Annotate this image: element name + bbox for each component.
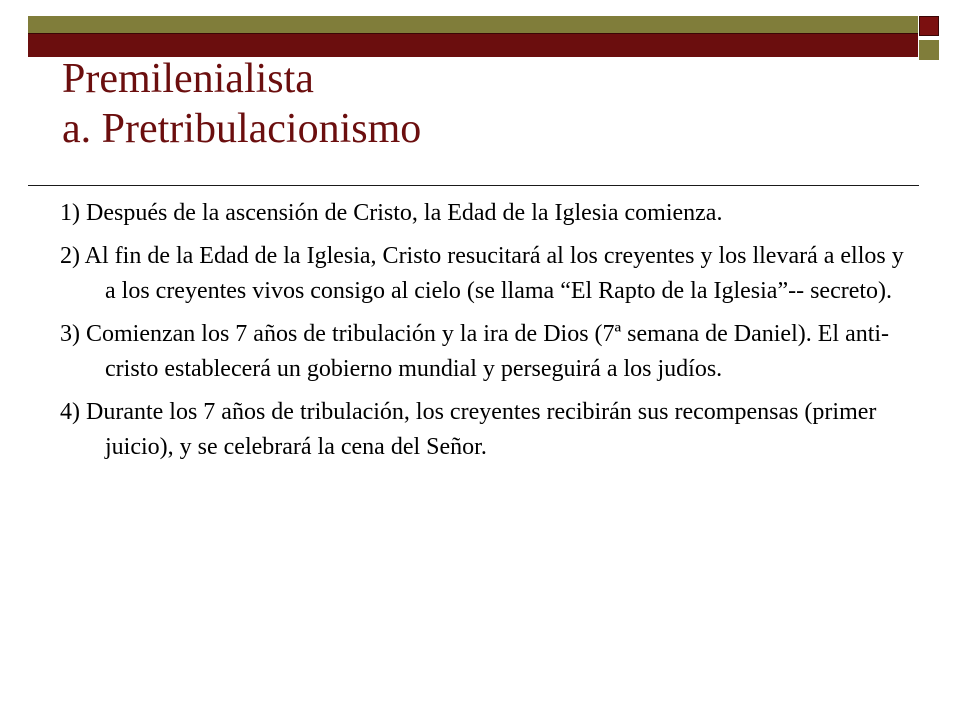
- point-item: 4) Durante los 7 años de tribulación, los creyentes recibirán sus recompensas (primer juicio), y se celebrará la cena del Señor.: [60, 399, 877, 460]
- slide-title: [62, 54, 421, 154]
- title-line-2: a. Pretribulacionismo: [62, 106, 422, 152]
- title-line-1: Premilenialista: [62, 56, 314, 102]
- header-olive-band: [28, 16, 918, 33]
- title-divider: [28, 185, 919, 186]
- point-list: [60, 196, 910, 473]
- point-item: 2) Al fin de la Edad de la Iglesia, Cristo resucitará al los creyentes y los llevará a ellos y a los creyentes vivos consigo al cielo (se llama “El Rapto de la Iglesia”-- secreto).: [60, 243, 904, 304]
- corner-maroon-square: [919, 16, 939, 36]
- point-item: 1) Después de la ascensión de Cristo, la Edad de la Iglesia comienza.: [60, 200, 723, 226]
- corner-olive-square: [919, 40, 939, 60]
- point-item: 3) Comienzan los 7 años de tribulación y la ira de Dios (7ª semana de Daniel). El anti-cristo establecerá un gobierno mundial y perseguirá a los judíos.: [60, 321, 890, 382]
